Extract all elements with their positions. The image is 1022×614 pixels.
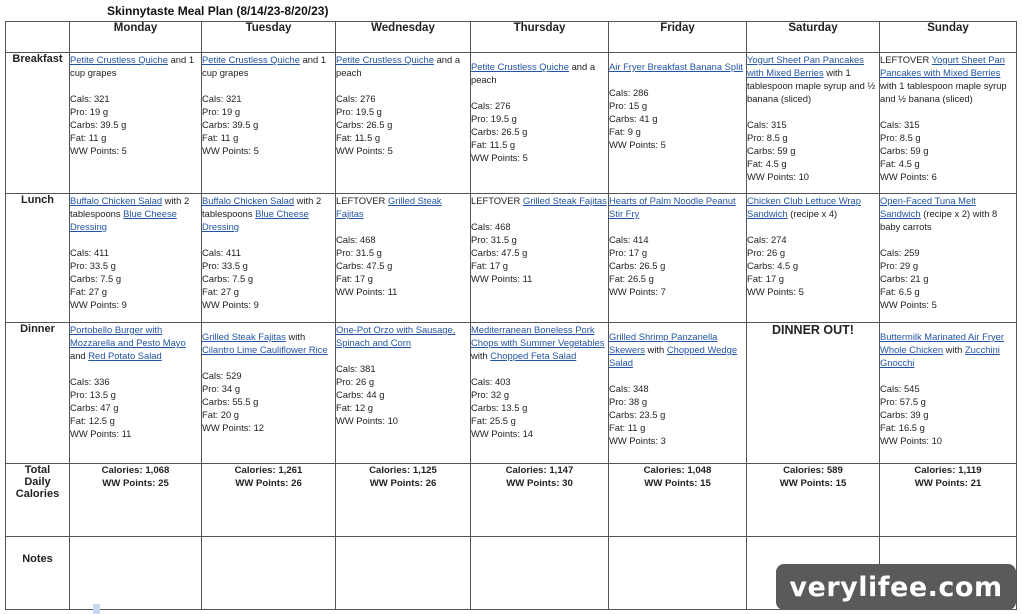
- nutrition-line: Fat: 17 g: [336, 273, 374, 284]
- meal-description: [471, 194, 608, 207]
- total-cell: [609, 464, 747, 537]
- recipe-link[interactable]: Buttermilk Marinated Air Fryer Whole Chicken: [880, 331, 1004, 355]
- dinner-row: [6, 323, 1017, 464]
- recipe-link[interactable]: Portobello Burger with Mozzarella and Pesto Mayo: [70, 324, 186, 348]
- meal-description: [202, 53, 335, 79]
- nutrition-line: Pro: 33.5 g: [70, 260, 116, 271]
- row-label-total: [6, 464, 70, 537]
- total-row: [6, 464, 1017, 537]
- notes-cell[interactable]: [70, 537, 202, 610]
- nutrition-line: Cals: 321: [70, 93, 110, 104]
- nutrition-line: WW Points: 5: [880, 299, 937, 310]
- nutrition-line: Cals: 411: [202, 247, 241, 258]
- recipe-link[interactable]: Buffalo Chicken Salad: [70, 195, 163, 206]
- nutrition-line: Cals: 414: [609, 234, 649, 245]
- nutrition-line: WW Points: 11: [471, 273, 533, 284]
- recipe-link[interactable]: Yogurt Sheet Pan Pancakes with Mixed Berries: [747, 54, 864, 78]
- total-cell: [336, 464, 471, 537]
- recipe-link[interactable]: Chopped Wedge Salad: [609, 344, 738, 368]
- nutrition-line: WW Points: 10: [747, 171, 809, 182]
- total-cell: [471, 464, 609, 537]
- meal-cell: [336, 53, 471, 194]
- total-calories: Calories: 1,048: [643, 465, 712, 476]
- row-label-total-line: Total: [24, 464, 51, 476]
- nutrition-line: Fat: 27 g: [70, 286, 108, 297]
- meal-cell: [202, 323, 336, 464]
- nutrition-line: Carbs: 7.5 g: [202, 273, 254, 284]
- total-ww-points: WW Points: 25: [102, 478, 169, 489]
- nutrition-line: Carbs: 47.5 g: [471, 247, 528, 258]
- total-cell: [747, 464, 880, 537]
- nutrition-line: Carbs: 41 g: [609, 113, 658, 124]
- total-ww-points: WW Points: 15: [644, 478, 711, 489]
- meal-cell: [202, 194, 336, 323]
- nutrition-line: Pro: 13.5 g: [70, 389, 116, 400]
- meal-description: [880, 53, 1016, 105]
- meal-cell: [70, 323, 202, 464]
- nutrition-line: Pro: 8.5 g: [880, 132, 921, 143]
- meal-text: with: [471, 350, 491, 361]
- breakfast-row: [6, 53, 1017, 194]
- meal-description: [471, 60, 608, 86]
- total-cell: [880, 464, 1017, 537]
- meal-cell: [609, 194, 747, 323]
- meal-cell: [336, 323, 471, 464]
- recipe-link[interactable]: Petite Crustless Quiche: [336, 54, 434, 65]
- recipe-link[interactable]: Grilled Shrimp Panzanella Skewers: [609, 331, 718, 355]
- nutrition-line: Carbs: 39.5 g: [70, 119, 127, 130]
- nutrition-line: Fat: 11.5 g: [471, 139, 516, 150]
- nutrition-line: Fat: 17 g: [747, 273, 785, 284]
- nutrition-line: Carbs: 23.5 g: [609, 409, 666, 420]
- recipe-link[interactable]: One-Pot Orzo with Sausage, Spinach and Corn: [336, 324, 456, 348]
- row-label-breakfast: Breakfast: [6, 53, 70, 194]
- day-header-monday: Monday: [70, 22, 202, 53]
- nutrition-line: Cals: 529: [202, 370, 242, 381]
- recipe-link[interactable]: Cilantro Lime Cauliflower Rice: [202, 344, 328, 355]
- meal-description: [70, 194, 201, 233]
- row-label-total-line: Calories: [15, 488, 60, 500]
- meal-description: [609, 330, 746, 369]
- row-label-total-line: Daily: [24, 476, 51, 488]
- meal-cell: [471, 323, 609, 464]
- nutrition-line: Carbs: 39 g: [880, 409, 929, 420]
- nutrition-line: Cals: 276: [471, 100, 511, 111]
- meal-text: and a peach: [471, 61, 596, 85]
- nutrition-line: Carbs: 44 g: [336, 389, 385, 400]
- page-edge-marker: [93, 604, 100, 614]
- nutrition-line: Fat: 25.5 g: [471, 415, 516, 426]
- nutrition-line: WW Points: 5: [70, 145, 127, 156]
- nutrition-line: Cals: 336: [70, 376, 110, 387]
- nutrition-line: Pro: 31.5 g: [471, 234, 517, 245]
- recipe-link[interactable]: Air Fryer Breakfast Banana Split: [609, 61, 743, 72]
- meal-cell: [747, 194, 880, 323]
- recipe-link[interactable]: Grilled Steak Fajitas: [202, 331, 286, 342]
- nutrition-line: Cals: 315: [747, 119, 787, 130]
- total-calories: Calories: 1,261: [234, 465, 303, 476]
- total-cell: [70, 464, 202, 537]
- nutrition-line: WW Points: 5: [336, 145, 393, 156]
- meal-cell: [609, 53, 747, 194]
- nutrition-line: WW Points: 9: [202, 299, 259, 310]
- meal-cell: [880, 323, 1017, 464]
- recipe-link[interactable]: Open-Faced Tuna Melt Sandwich: [880, 195, 976, 219]
- total-ww-points: WW Points: 15: [779, 478, 847, 489]
- meal-cell: [880, 53, 1017, 194]
- meal-text: with 1 tablespoon maple syrup and ½ banana (sliced): [880, 80, 1007, 104]
- day-header-wednesday: Wednesday: [336, 22, 471, 53]
- nutrition-line: Pro: 34 g: [202, 383, 241, 394]
- nutrition-line: Carbs: 7.5 g: [70, 273, 122, 284]
- recipe-link[interactable]: Blue Cheese Dressing: [70, 208, 177, 232]
- nutrition-line: Carbs: 26.5 g: [609, 260, 666, 271]
- nutrition-line: Fat: 17 g: [471, 260, 509, 271]
- meal-description: [70, 53, 201, 79]
- nutrition-line: Fat: 11 g: [609, 422, 646, 433]
- nutrition-line: Fat: 11 g: [70, 132, 107, 143]
- row-label-notes: Notes: [6, 537, 70, 610]
- meal-description: [609, 60, 746, 73]
- nutrition-line: WW Points: 5: [747, 286, 804, 297]
- nutrition-line: Fat: 12 g: [336, 402, 374, 413]
- meal-description: [70, 323, 201, 362]
- total-calories: Calories: 589: [783, 465, 843, 476]
- nutrition-line: Fat: 6.5 g: [880, 286, 920, 297]
- recipe-link[interactable]: Mediterranean Boneless Pork Chops with Summer Vegetables: [471, 324, 605, 348]
- recipe-link[interactable]: Grilled Steak Fajitas: [522, 195, 607, 206]
- meal-text: and 1 cup grapes: [70, 54, 195, 78]
- nutrition-line: Pro: 19 g: [70, 106, 109, 117]
- recipe-link[interactable]: Red Potato Salad: [88, 350, 162, 361]
- nutrition-line: WW Points: 14: [471, 428, 533, 439]
- recipe-link[interactable]: Blue Cheese Dressing: [202, 208, 309, 232]
- meal-text: LEFTOVER: [336, 195, 388, 206]
- notes-cell[interactable]: [471, 537, 609, 610]
- meal-text: with 2 tablespoons: [202, 195, 322, 219]
- meal-description: [202, 194, 335, 233]
- nutrition-line: Carbs: 47 g: [70, 402, 119, 413]
- notes-cell[interactable]: [609, 537, 747, 610]
- nutrition-line: WW Points: 3: [609, 435, 666, 446]
- nutrition-line: Carbs: 59 g: [747, 145, 796, 156]
- meal-description: [336, 323, 470, 349]
- nutrition-line: Carbs: 39.5 g: [202, 119, 259, 130]
- meal-text: (recipe x 4): [787, 208, 838, 219]
- nutrition-line: Cals: 274: [747, 234, 787, 245]
- nutrition-line: WW Points: 12: [202, 422, 264, 433]
- nutrition-line: Pro: 8.5 g: [747, 132, 788, 143]
- nutrition-line: Fat: 4.5 g: [880, 158, 920, 169]
- nutrition-line: Fat: 27 g: [202, 286, 240, 297]
- total-ww-points: WW Points: 26: [235, 478, 302, 489]
- nutrition-line: Pro: 26 g: [747, 247, 786, 258]
- nutrition-line: Cals: 286: [609, 87, 649, 98]
- meal-description: [471, 323, 608, 362]
- nutrition-line: WW Points: 10: [336, 415, 398, 426]
- meal-cell: [747, 53, 880, 194]
- meal-description: [336, 194, 470, 220]
- nutrition-line: WW Points: 11: [70, 428, 132, 439]
- recipe-link[interactable]: Petite Crustless Quiche: [471, 61, 569, 72]
- nutrition-line: Pro: 15 g: [609, 100, 648, 111]
- meal-description: [880, 330, 1016, 369]
- meal-plan-table: [5, 21, 1017, 610]
- meal-cell: [609, 323, 747, 464]
- nutrition-line: Cals: 545: [880, 383, 920, 394]
- total-calories: Calories: 1,125: [369, 465, 437, 476]
- nutrition-line: Carbs: 47.5 g: [336, 260, 393, 271]
- day-header-thursday: Thursday: [471, 22, 609, 53]
- nutrition-line: Cals: 381: [336, 363, 376, 374]
- nutrition-line: WW Points: 9: [70, 299, 127, 310]
- nutrition-line: WW Points: 6: [880, 171, 937, 182]
- total-calories: Calories: 1,119: [914, 465, 982, 476]
- meal-cell: [471, 194, 609, 323]
- nutrition-line: Pro: 31.5 g: [336, 247, 382, 258]
- meal-text: and a peach: [336, 54, 461, 78]
- meal-text: with: [644, 344, 667, 355]
- recipe-link[interactable]: Chicken Club Lettuce Wrap Sandwich: [747, 195, 861, 219]
- meal-cell: [70, 53, 202, 194]
- nutrition-line: Cals: 411: [70, 247, 109, 258]
- nutrition-line: Carbs: 26.5 g: [471, 126, 528, 137]
- nutrition-line: Fat: 12.5 g: [70, 415, 115, 426]
- row-label-dinner: Dinner: [6, 323, 70, 464]
- meal-description: [747, 194, 879, 220]
- notes-cell[interactable]: [202, 537, 336, 610]
- nutrition-line: Cals: 468: [471, 221, 511, 232]
- total-calories: Calories: 1,068: [101, 465, 170, 476]
- day-header-sunday: Sunday: [880, 22, 1017, 53]
- meal-description: [609, 194, 746, 220]
- meal-description: [202, 330, 335, 356]
- nutrition-line: Pro: 32 g: [471, 389, 510, 400]
- meal-description: [336, 53, 470, 79]
- nutrition-line: Pro: 19 g: [202, 106, 241, 117]
- nutrition-line: Carbs: 21 g: [880, 273, 929, 284]
- total-calories: Calories: 1,147: [505, 465, 574, 476]
- recipe-link[interactable]: Grilled Steak Fajitas: [336, 195, 442, 219]
- nutrition-line: Fat: 16.5 g: [880, 422, 925, 433]
- nutrition-line: Pro: 19.5 g: [336, 106, 382, 117]
- lunch-row: [6, 194, 1017, 323]
- meal-cell: [336, 194, 471, 323]
- recipe-link[interactable]: Petite Crustless Quiche: [202, 54, 300, 65]
- meal-cell: [747, 323, 880, 464]
- recipe-link[interactable]: Zucchini Gnocchi: [880, 344, 1000, 368]
- nutrition-line: Carbs: 4.5 g: [747, 260, 799, 271]
- header-row: [6, 22, 1017, 53]
- nutrition-line: WW Points: 7: [609, 286, 666, 297]
- nutrition-line: Fat: 20 g: [202, 409, 240, 420]
- meal-cell: [70, 194, 202, 323]
- nutrition-line: Fat: 9 g: [609, 126, 641, 137]
- nutrition-line: Cals: 315: [880, 119, 920, 130]
- nutrition-line: WW Points: 5: [609, 139, 666, 150]
- nutrition-line: Fat: 11.5 g: [336, 132, 381, 143]
- nutrition-line: Fat: 26.5 g: [609, 273, 654, 284]
- meal-text: and 1 cup grapes: [202, 54, 327, 78]
- meal-text: with 1 tablespoon maple syrup and ½ banana (sliced): [747, 67, 876, 104]
- total-ww-points: WW Points: 30: [506, 478, 573, 489]
- total-cell: [202, 464, 336, 537]
- total-ww-points: WW Points: 21: [914, 478, 982, 489]
- nutrition-line: WW Points: 5: [202, 145, 259, 156]
- page-title: Skinnytaste Meal Plan (8/14/23-8/20/23): [107, 4, 329, 18]
- day-header-saturday: Saturday: [747, 22, 880, 53]
- recipe-link[interactable]: Hearts of Palm Noodle Peanut Stir Fry: [609, 195, 736, 219]
- meal-text: with 2 tablespoons: [70, 195, 190, 219]
- nutrition-line: Cals: 276: [336, 93, 376, 104]
- nutrition-line: Carbs: 59 g: [880, 145, 929, 156]
- nutrition-line: Pro: 29 g: [880, 260, 919, 271]
- meal-text: (recipe x 2) with 8 baby carrots: [880, 208, 998, 232]
- nutrition-line: Carbs: 26.5 g: [336, 119, 393, 130]
- day-header-tuesday: Tuesday: [202, 22, 336, 53]
- notes-cell[interactable]: [336, 537, 471, 610]
- nutrition-line: WW Points: 10: [880, 435, 942, 446]
- recipe-link[interactable]: Petite Crustless Quiche: [70, 54, 168, 65]
- nutrition-line: Pro: 38 g: [609, 396, 648, 407]
- meal-text: with: [285, 331, 306, 342]
- recipe-link[interactable]: Yogurt Sheet Pan Pancakes with Mixed Berries: [880, 54, 1005, 78]
- meal-description: [747, 53, 879, 105]
- day-header-friday: Friday: [609, 22, 747, 53]
- nutrition-line: Cals: 348: [609, 383, 649, 394]
- nutrition-line: Fat: 4.5 g: [747, 158, 787, 169]
- meal-text: and: [70, 350, 89, 361]
- meal-description: [880, 194, 1016, 233]
- meal-text: with: [943, 344, 965, 355]
- meal-cell: [471, 53, 609, 194]
- nutrition-line: WW Points: 5: [471, 152, 528, 163]
- total-ww-points: WW Points: 26: [369, 478, 437, 489]
- nutrition-line: Pro: 33.5 g: [202, 260, 248, 271]
- row-label-lunch: Lunch: [6, 194, 70, 323]
- nutrition-line: Cals: 468: [336, 234, 376, 245]
- site-watermark: verylifee.com: [776, 564, 1016, 610]
- recipe-link[interactable]: Buffalo Chicken Salad: [202, 195, 295, 206]
- nutrition-line: Cals: 403: [471, 376, 511, 387]
- nutrition-line: Carbs: 13.5 g: [471, 402, 528, 413]
- nutrition-line: Carbs: 55.5 g: [202, 396, 259, 407]
- recipe-link[interactable]: Chopped Feta Salad: [490, 350, 577, 361]
- nutrition-line: Pro: 57.5 g: [880, 396, 926, 407]
- meal-text: LEFTOVER: [471, 195, 523, 206]
- meal-text: LEFTOVER: [880, 54, 932, 65]
- nutrition-line: Cals: 259: [880, 247, 920, 258]
- nutrition-line: Pro: 17 g: [609, 247, 648, 258]
- nutrition-line: WW Points: 11: [336, 286, 398, 297]
- meal-cell: [202, 53, 336, 194]
- meal-cell: [880, 194, 1017, 323]
- dinner-out-label: DINNER OUT!: [772, 323, 854, 337]
- nutrition-line: Pro: 19.5 g: [471, 113, 517, 124]
- corner-cell: [6, 22, 70, 53]
- nutrition-line: Fat: 11 g: [202, 132, 239, 143]
- nutrition-line: Cals: 321: [202, 93, 242, 104]
- nutrition-line: Pro: 26 g: [336, 376, 375, 387]
